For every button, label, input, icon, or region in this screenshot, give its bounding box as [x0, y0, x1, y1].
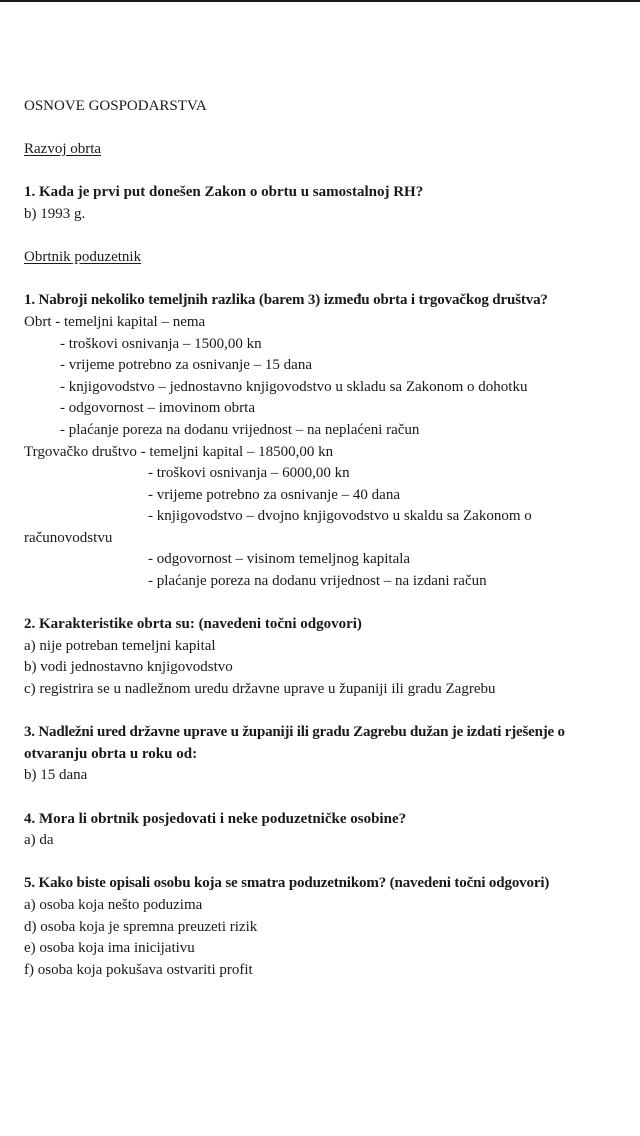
trgovacko-item: - knjigovodstvo – dvojno knjigovodstvo u skaldu sa Zakonom o — [148, 508, 532, 525]
question-1-razlike: 1. Nabroji nekoliko temeljnih razlika (barem 3) između obrta i trgovačkog društva? — [24, 292, 548, 309]
question-4-osobine: 4. Mora li obrtnik posjedovati i neke poduzetničke osobine? — [24, 810, 407, 827]
answer: c) registrira se u nadležnom uredu državne uprave u županiji ili gradu Zagrebu — [24, 681, 496, 698]
trgovacko-item: Trgovačko društvo - temeljni kapital – 18500,00 kn — [24, 443, 334, 460]
answer: a) osoba koja nešto poduzima — [24, 896, 203, 913]
obrt-item: - odgovornost – imovinom obrta — [60, 400, 255, 417]
answer: e) osoba koja ima inicijativu — [24, 940, 195, 957]
answer: b) 15 dana — [24, 767, 88, 784]
document-page — [24, 96, 634, 981]
answer: d) osoba koja je spremna preuzeti rizik — [24, 918, 258, 935]
answer: b) vodi jednostavno knjigovodstvo — [24, 659, 233, 676]
trgovacko-item: - plaćanje poreza na dodanu vrijednost – na izdani račun — [148, 573, 487, 590]
obrt-item: - vrijeme potrebno za osnivanje – 15 dana — [60, 357, 312, 374]
document-title: OSNOVE GOSPODARSTVA — [24, 98, 207, 114]
obrt-item: Obrt - temeljni kapital – nema — [24, 313, 206, 330]
top-border — [0, 0, 640, 2]
trgovacko-item: - troškovi osnivanja – 6000,00 kn — [148, 465, 350, 482]
trgovacko-item: - vrijeme potrebno za osnivanje – 40 dana — [148, 486, 400, 503]
question-3-line1: 3. Nadležni ured državne uprave u županiji ili gradu Zagrebu dužan je izdati rješenje o — [24, 724, 565, 741]
answer: a) da — [24, 832, 54, 849]
section-heading-razvoj-obrta: Razvoj obrta — [24, 141, 102, 158]
obrt-item: - knjigovodstvo – jednostavno knjigovodstvo u skladu sa Zakonom o dohotku — [60, 378, 528, 395]
trgovacko-item: - odgovornost – visinom temeljnog kapitala — [148, 551, 411, 568]
obrt-item: - troškovi osnivanja – 1500,00 kn — [60, 335, 262, 352]
section-heading-obrtnik-poduzetnik: Obrtnik poduzetnik — [24, 249, 142, 266]
question-5-poduzetnik: 5. Kako biste opisali osobu koja se smatra poduzetnikom? (navedeni točni odgovori) — [24, 875, 550, 892]
answer: a) nije potreban temeljni kapital — [24, 637, 216, 654]
obrt-item: - plaćanje poreza na dodanu vrijednost – na neplaćeni račun — [60, 421, 420, 438]
question-2-karakteristike: 2. Karakteristike obrta su: (navedeni točni odgovori) — [24, 616, 362, 633]
answer: f) osoba koja pokušava ostvariti profit — [24, 961, 253, 978]
question-3-line2: otvaranju obrta u roku od: — [24, 745, 198, 762]
question-1-zakon: 1. Kada je prvi put donešen Zakon o obrtu u samostalnoj RH? — [24, 184, 424, 201]
answer: b) 1993 g. — [24, 205, 86, 222]
trgovacko-item-continuation: računovodstvu — [24, 529, 113, 546]
